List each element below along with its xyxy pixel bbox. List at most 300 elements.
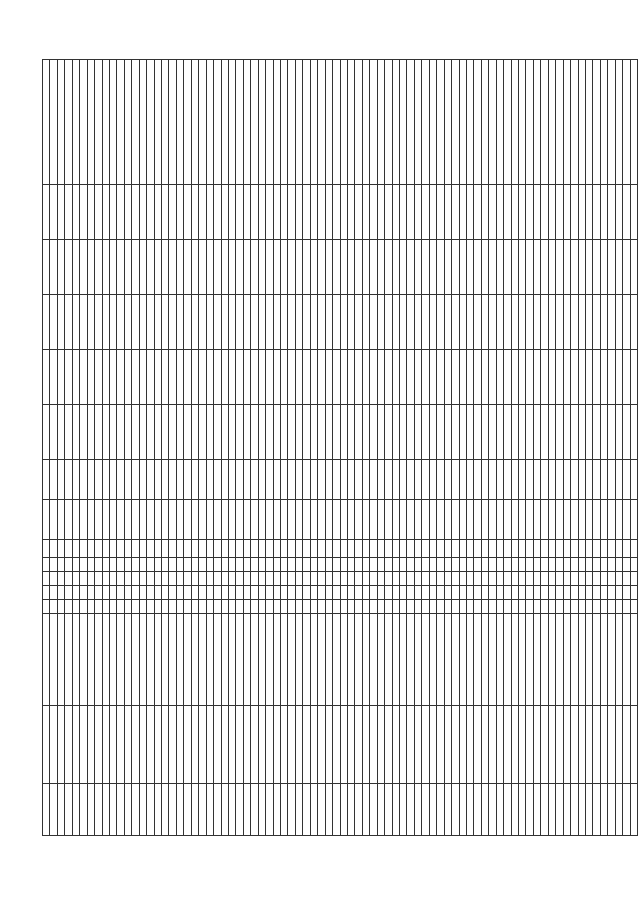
cell-gr [43, 586, 50, 600]
cell-gr [630, 586, 637, 600]
cell-rz [608, 572, 615, 586]
cell-csr [50, 540, 57, 558]
cell-vr [452, 500, 459, 540]
cell-vr [347, 500, 354, 540]
cell-name [578, 784, 585, 836]
cell-d-b [325, 405, 332, 460]
table-row [243, 60, 250, 836]
cell-d-a [139, 460, 146, 500]
cell-d-c [429, 350, 436, 405]
cell-vr [139, 500, 146, 540]
cell-vr [132, 500, 139, 540]
cell-title [199, 706, 206, 784]
cell-title [355, 706, 362, 784]
table-row [273, 60, 280, 836]
cell-d-c [533, 350, 540, 405]
cell-d-d [221, 295, 228, 350]
cell-d-b [139, 405, 146, 460]
table-row [437, 60, 444, 836]
cell-pr [437, 558, 444, 572]
cell-title [191, 706, 198, 784]
cell-d-e [481, 240, 488, 295]
cell-d-b [340, 405, 347, 460]
cell-pr [571, 558, 578, 572]
cell-title [362, 706, 369, 784]
cell-rz [556, 572, 563, 586]
cell-d-c [318, 350, 325, 405]
cell-rz [176, 572, 183, 586]
cell-d-d [578, 295, 585, 350]
cell-total [236, 60, 243, 185]
cell-total [57, 60, 64, 185]
cell-rz [109, 572, 116, 586]
cell-pr [452, 558, 459, 572]
cell-source [318, 614, 325, 706]
cell-rz [139, 572, 146, 586]
cell-csr [414, 540, 421, 558]
cell-d-d [496, 295, 503, 350]
cell-source [385, 614, 392, 706]
cell-d-b [65, 405, 72, 460]
cell-source [139, 614, 146, 706]
cell-title [519, 706, 526, 784]
cell-d-c [385, 350, 392, 405]
cell-gr [243, 586, 250, 600]
cell-d-c [593, 350, 600, 405]
cell-title [251, 706, 258, 784]
table-row [206, 60, 213, 836]
cell-total [50, 60, 57, 185]
table-row [214, 60, 221, 836]
table-row [50, 60, 57, 836]
cell-gr [511, 586, 518, 600]
cell-d-b [124, 405, 131, 460]
cell-gr [154, 586, 161, 600]
table-row [377, 60, 384, 836]
cell-d-b [466, 405, 473, 460]
cell-vr [362, 500, 369, 540]
cell-vr [333, 500, 340, 540]
cell-d-d [533, 295, 540, 350]
cell-flag [466, 600, 473, 614]
cell-csr [630, 540, 637, 558]
cell-flag [162, 600, 169, 614]
cell-d-f [585, 185, 592, 240]
cell-flag [80, 600, 87, 614]
cell-pr [236, 558, 243, 572]
cell-gr [169, 586, 176, 600]
cell-d-d [228, 295, 235, 350]
cell-source [199, 614, 206, 706]
table-row [72, 60, 79, 836]
cell-d-f [102, 185, 109, 240]
cell-d-c [325, 350, 332, 405]
cell-d-d [288, 295, 295, 350]
cell-csr [318, 540, 325, 558]
cell-d-c [459, 350, 466, 405]
cell-d-c [422, 350, 429, 405]
cell-gr [139, 586, 146, 600]
cell-flag [43, 600, 50, 614]
cell-d-d [325, 295, 332, 350]
cell-rz [310, 572, 317, 586]
cell-d-f [459, 185, 466, 240]
cell-d-f [258, 185, 265, 240]
cell-d-c [466, 350, 473, 405]
cell-title [496, 706, 503, 784]
cell-d-b [414, 405, 421, 460]
cell-d-c [206, 350, 213, 405]
cell-pr [251, 558, 258, 572]
cell-flag [95, 600, 102, 614]
table-row [281, 60, 288, 836]
cell-pr [340, 558, 347, 572]
cell-gr [117, 586, 124, 600]
cell-gr [109, 586, 116, 600]
cell-name [147, 784, 154, 836]
cell-csr [437, 540, 444, 558]
cell-name [50, 784, 57, 836]
cell-d-e [362, 240, 369, 295]
cell-d-f [184, 185, 191, 240]
cell-d-f [266, 185, 273, 240]
cell-total [199, 60, 206, 185]
cell-pr [422, 558, 429, 572]
cell-d-e [452, 240, 459, 295]
table-row [355, 60, 362, 836]
cell-d-e [281, 240, 288, 295]
table-row [347, 60, 354, 836]
cell-d-a [132, 460, 139, 500]
cell-title [474, 706, 481, 784]
cell-title [184, 706, 191, 784]
cell-source [496, 614, 503, 706]
cell-d-e [266, 240, 273, 295]
table-row [489, 60, 496, 836]
cell-d-f [630, 185, 637, 240]
cell-d-c [504, 350, 511, 405]
cell-d-f [526, 185, 533, 240]
cell-vr [80, 500, 87, 540]
cell-d-c [392, 350, 399, 405]
cell-flag [608, 600, 615, 614]
cell-name [511, 784, 518, 836]
cell-d-b [533, 405, 540, 460]
cell-d-f [281, 185, 288, 240]
cell-d-b [72, 405, 79, 460]
cell-d-a [630, 460, 637, 500]
cell-d-c [266, 350, 273, 405]
cell-pr [533, 558, 540, 572]
cell-d-a [355, 460, 362, 500]
cell-d-c [124, 350, 131, 405]
cell-d-f [147, 185, 154, 240]
cell-total [184, 60, 191, 185]
cell-title [221, 706, 228, 784]
table-row [318, 60, 325, 836]
cell-rz [288, 572, 295, 586]
cell-pr [318, 558, 325, 572]
cell-d-e [422, 240, 429, 295]
cell-d-d [191, 295, 198, 350]
cell-total [407, 60, 414, 185]
cell-vr [109, 500, 116, 540]
cell-vr [191, 500, 198, 540]
cell-d-f [80, 185, 87, 240]
cell-vr [214, 500, 221, 540]
cell-d-c [414, 350, 421, 405]
cell-d-a [295, 460, 302, 500]
cell-title [377, 706, 384, 784]
cell-csr [452, 540, 459, 558]
cell-name [400, 784, 407, 836]
cell-d-f [117, 185, 124, 240]
cell-d-f [295, 185, 302, 240]
cell-d-f [87, 185, 94, 240]
cell-vr [526, 500, 533, 540]
cell-d-b [563, 405, 570, 460]
cell-d-e [43, 240, 50, 295]
cell-title [526, 706, 533, 784]
cell-csr [519, 540, 526, 558]
cell-total [72, 60, 79, 185]
cell-rz [333, 572, 340, 586]
cell-d-a [65, 460, 72, 500]
cell-title [102, 706, 109, 784]
cell-d-c [184, 350, 191, 405]
cell-csr [526, 540, 533, 558]
cell-source [191, 614, 198, 706]
cell-d-f [236, 185, 243, 240]
cell-vr [355, 500, 362, 540]
cell-pr [347, 558, 354, 572]
cell-name [422, 784, 429, 836]
cell-rz [65, 572, 72, 586]
cell-rz [414, 572, 421, 586]
cell-vr [548, 500, 555, 540]
cell-csr [533, 540, 540, 558]
cell-vr [615, 500, 622, 540]
cell-name [236, 784, 243, 836]
cell-d-a [377, 460, 384, 500]
cell-source [132, 614, 139, 706]
cell-pr [266, 558, 273, 572]
cell-d-a [481, 460, 488, 500]
cell-d-f [243, 185, 250, 240]
cell-d-b [585, 405, 592, 460]
cell-d-e [548, 240, 555, 295]
cell-gr [414, 586, 421, 600]
cell-source [109, 614, 116, 706]
cell-vr [407, 500, 414, 540]
cell-vr [400, 500, 407, 540]
cell-total [221, 60, 228, 185]
cell-title [303, 706, 310, 784]
cell-name [43, 784, 50, 836]
cell-name [184, 784, 191, 836]
cell-d-f [310, 185, 317, 240]
cell-rz [206, 572, 213, 586]
cell-rz [87, 572, 94, 586]
cell-d-c [362, 350, 369, 405]
cell-pr [400, 558, 407, 572]
cell-d-f [444, 185, 451, 240]
cell-d-b [377, 405, 384, 460]
cell-d-b [504, 405, 511, 460]
cell-d-f [169, 185, 176, 240]
cell-d-e [109, 240, 116, 295]
cell-vr [162, 500, 169, 540]
cell-name [72, 784, 79, 836]
cell-csr [295, 540, 302, 558]
cell-pr [132, 558, 139, 572]
cell-source [184, 614, 191, 706]
cell-d-d [214, 295, 221, 350]
cell-name [95, 784, 102, 836]
cell-vr [437, 500, 444, 540]
cell-pr [325, 558, 332, 572]
cell-name [556, 784, 563, 836]
table-row [43, 60, 50, 836]
cell-total [623, 60, 630, 185]
cell-total [370, 60, 377, 185]
cell-rz [623, 572, 630, 586]
cell-d-f [600, 185, 607, 240]
cell-rz [526, 572, 533, 586]
cell-d-f [347, 185, 354, 240]
cell-pr [87, 558, 94, 572]
cell-title [623, 706, 630, 784]
cell-d-f [43, 185, 50, 240]
cell-total [117, 60, 124, 185]
cell-pr [548, 558, 555, 572]
cell-flag [281, 600, 288, 614]
cell-pr [355, 558, 362, 572]
cell-d-c [162, 350, 169, 405]
cell-csr [154, 540, 161, 558]
cell-gr [80, 586, 87, 600]
table-row [504, 60, 511, 836]
cell-d-c [139, 350, 146, 405]
cell-rz [340, 572, 347, 586]
cell-pr [273, 558, 280, 572]
cell-d-a [444, 460, 451, 500]
table-row [414, 60, 421, 836]
cell-d-f [340, 185, 347, 240]
cell-total [266, 60, 273, 185]
cell-d-a [318, 460, 325, 500]
cell-pr [154, 558, 161, 572]
cell-name [407, 784, 414, 836]
cell-name [548, 784, 555, 836]
cell-rz [533, 572, 540, 586]
rotated-sheet [42, 60, 638, 836]
cell-d-d [132, 295, 139, 350]
cell-csr [325, 540, 332, 558]
cell-total [615, 60, 622, 185]
cell-d-c [340, 350, 347, 405]
cell-d-c [585, 350, 592, 405]
cell-d-e [414, 240, 421, 295]
cell-gr [474, 586, 481, 600]
cell-title [87, 706, 94, 784]
cell-pr [459, 558, 466, 572]
cell-d-f [556, 185, 563, 240]
cell-vr [385, 500, 392, 540]
cell-d-d [541, 295, 548, 350]
cell-gr [132, 586, 139, 600]
cell-source [243, 614, 250, 706]
cell-gr [206, 586, 213, 600]
cell-d-b [176, 405, 183, 460]
cell-flag [496, 600, 503, 614]
cell-title [236, 706, 243, 784]
table-row [303, 60, 310, 836]
table-row [65, 60, 72, 836]
cell-d-e [214, 240, 221, 295]
cell-title [132, 706, 139, 784]
table-row [362, 60, 369, 836]
cell-name [221, 784, 228, 836]
cell-pr [362, 558, 369, 572]
cell-rz [228, 572, 235, 586]
cell-source [362, 614, 369, 706]
cell-rz [199, 572, 206, 586]
cell-d-e [310, 240, 317, 295]
cell-total [385, 60, 392, 185]
cell-d-c [355, 350, 362, 405]
cell-csr [124, 540, 131, 558]
cell-d-b [243, 405, 250, 460]
cell-d-b [117, 405, 124, 460]
cell-d-a [221, 460, 228, 500]
cell-name [429, 784, 436, 836]
cell-d-e [526, 240, 533, 295]
cell-d-e [221, 240, 228, 295]
cell-total [481, 60, 488, 185]
table-row [533, 60, 540, 836]
cell-source [548, 614, 555, 706]
cell-d-c [258, 350, 265, 405]
cell-d-a [109, 460, 116, 500]
cell-rz [50, 572, 57, 586]
table-row [236, 60, 243, 836]
cell-d-e [377, 240, 384, 295]
cell-gr [541, 586, 548, 600]
cell-vr [474, 500, 481, 540]
cell-gr [615, 586, 622, 600]
cell-title [50, 706, 57, 784]
cell-flag [72, 600, 79, 614]
cell-d-c [526, 350, 533, 405]
cell-flag [355, 600, 362, 614]
cell-title [615, 706, 622, 784]
cell-d-f [511, 185, 518, 240]
cell-gr [585, 586, 592, 600]
cell-d-e [437, 240, 444, 295]
cell-d-c [377, 350, 384, 405]
cell-total [147, 60, 154, 185]
cell-flag [57, 600, 64, 614]
cell-csr [303, 540, 310, 558]
cell-csr [176, 540, 183, 558]
cell-d-d [206, 295, 213, 350]
cell-title [318, 706, 325, 784]
cell-d-b [43, 405, 50, 460]
cell-pr [295, 558, 302, 572]
cell-d-a [266, 460, 273, 500]
cell-title [444, 706, 451, 784]
